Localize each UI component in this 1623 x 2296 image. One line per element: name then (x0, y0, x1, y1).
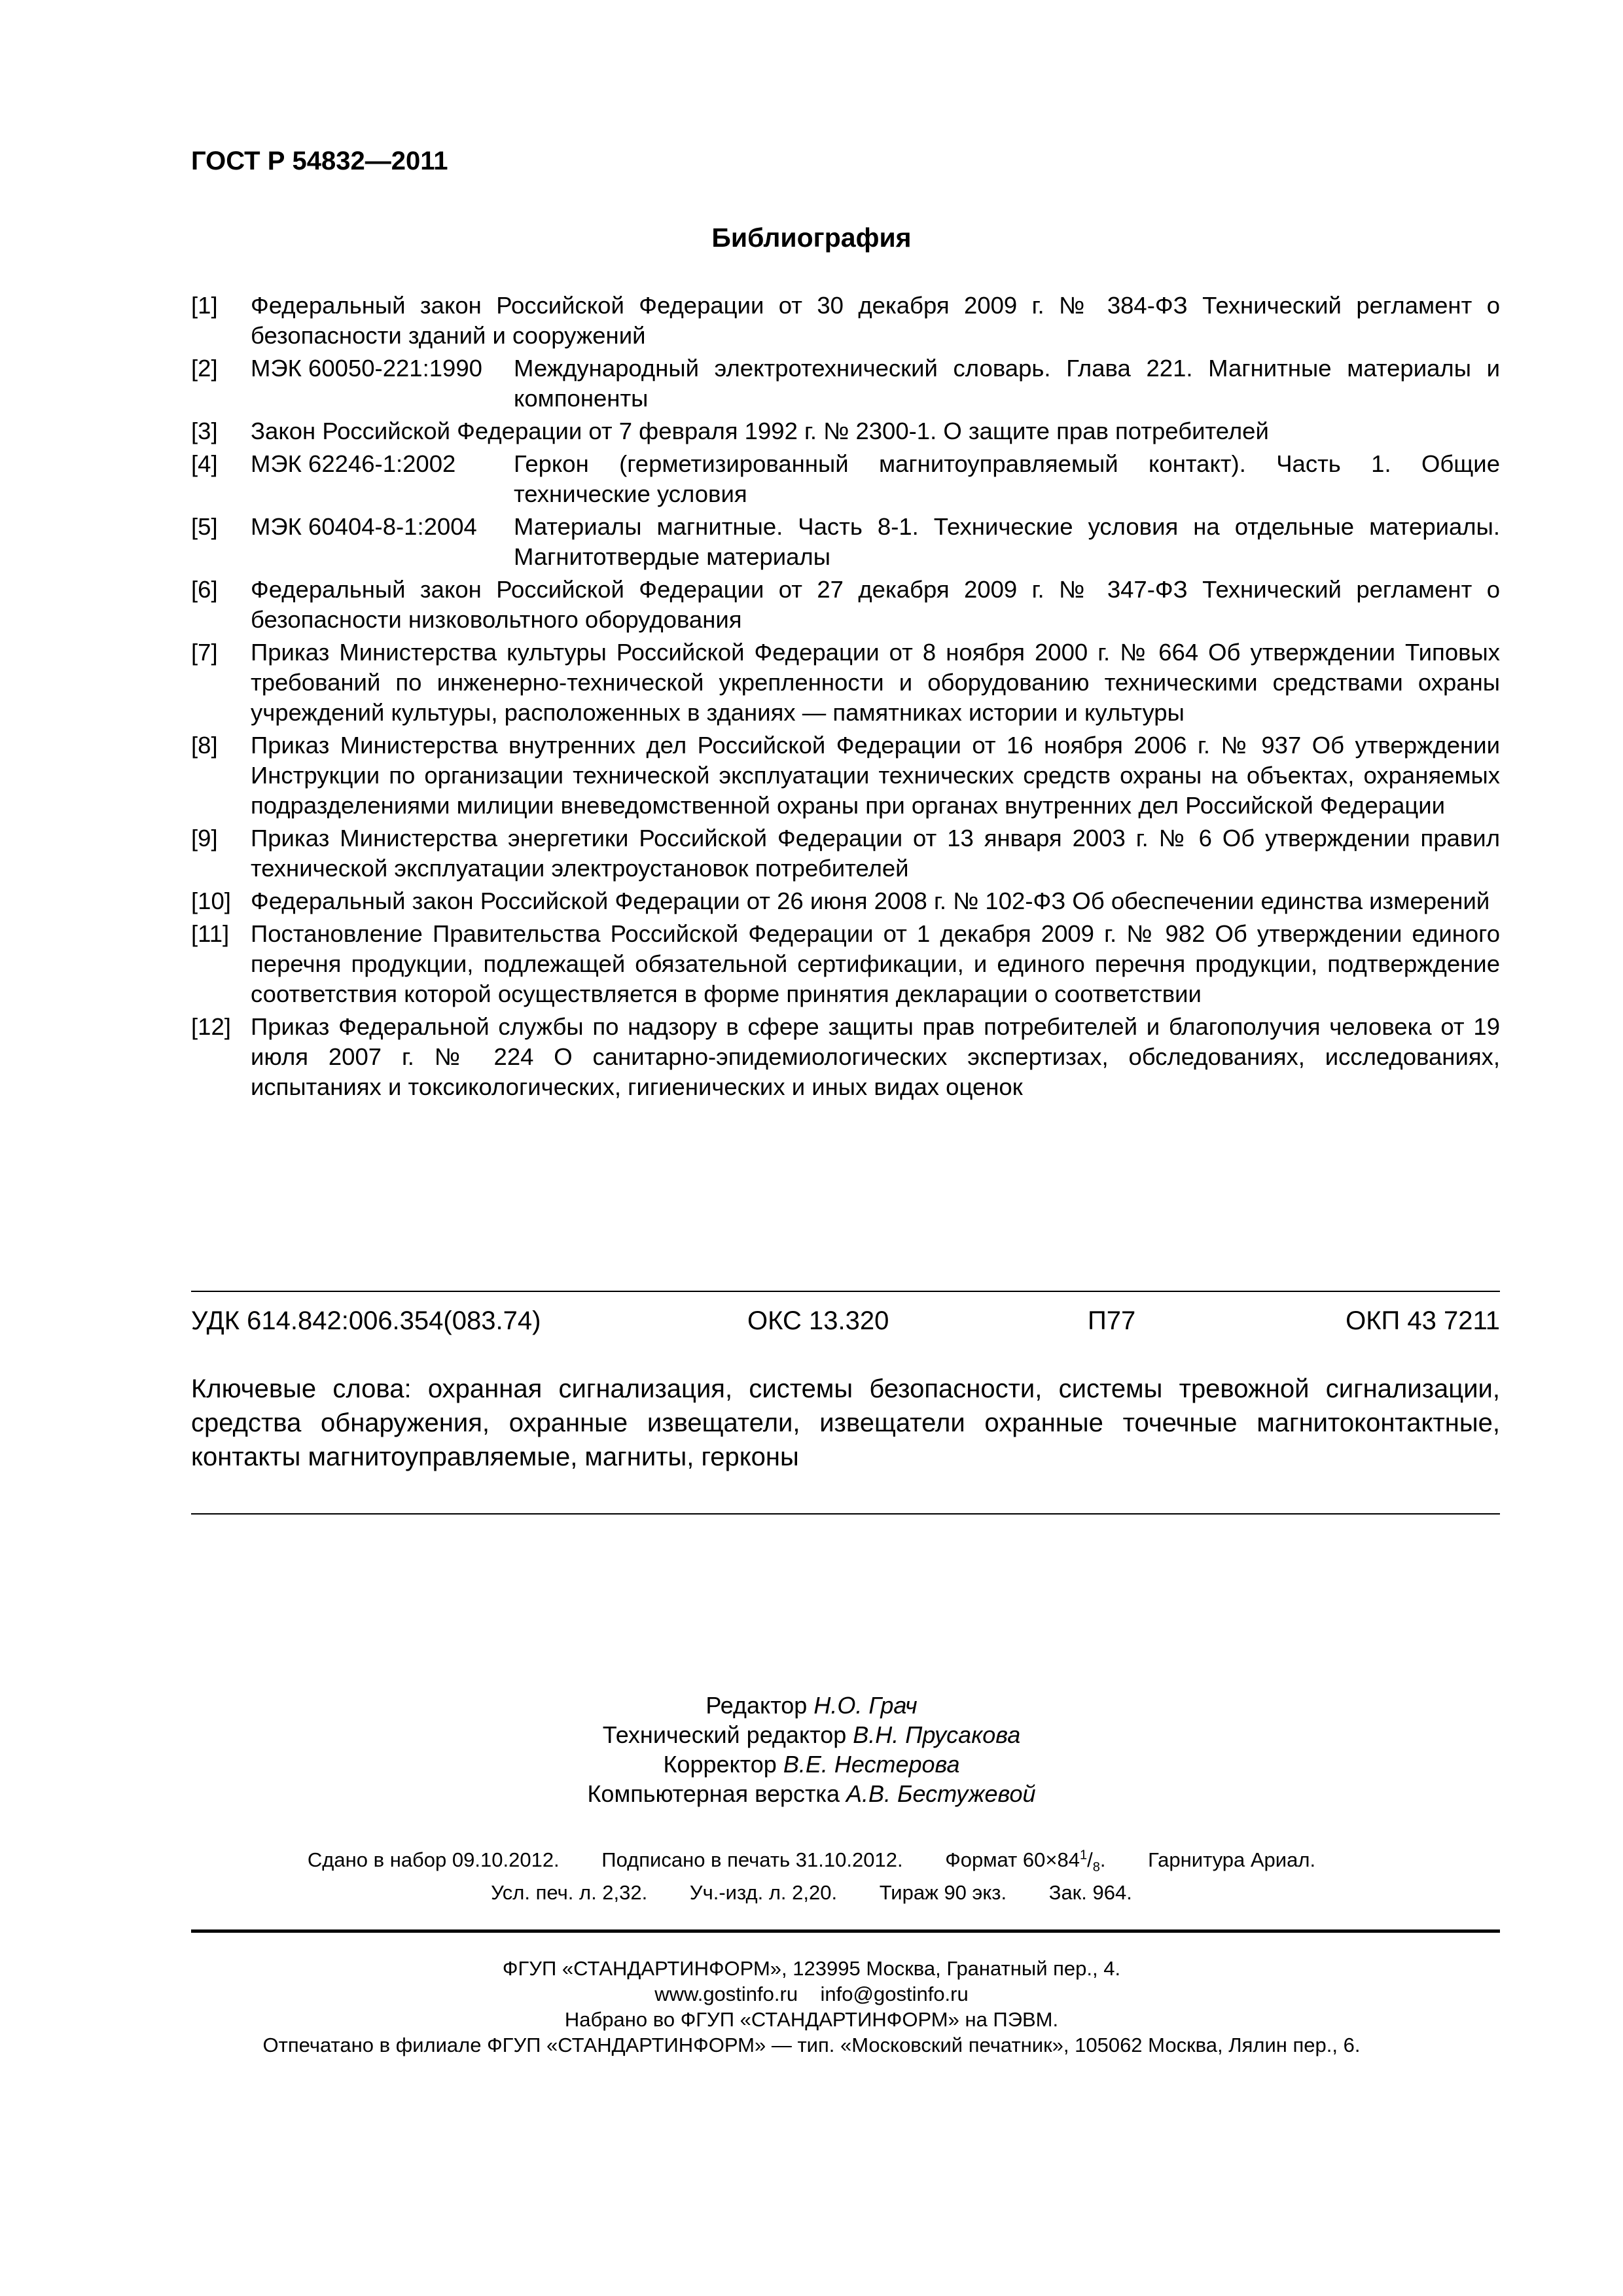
bibliography-item (191, 512, 1500, 572)
format-suffix: . (1099, 1848, 1106, 1872)
bibliography-item-number: [6] (191, 576, 218, 603)
credit-name: В.Е. Нестерова (783, 1751, 960, 1778)
bibliography-title: Библиография (711, 223, 912, 253)
imprint-font: Гарнитура Ариал. (1148, 1848, 1316, 1872)
bibliography-item (191, 416, 1500, 446)
credit-line (0, 1691, 1623, 1720)
bibliography-item-text: Федеральный закон Российской Федерации от 27 декабря 2009 г. № 347-ФЗ Технический регламент о безопасности низковольтного оборудования (251, 576, 1500, 633)
bibliography-item-text: Закон Российской Федерации от 7 февраля 1992 г. № 2300-1. О защите прав потребителей (251, 418, 1269, 444)
bibliography-item-text: Постановление Правительства Российской Федерации от 1 декабря 2009 г. № 982 Об утверждении единого перечня продукции, подлежащей обязательной сертификации, и единого перечня продукции, подтверждение соответствия которой осуществляется в форме принятия декларации о соответствии (251, 920, 1500, 1007)
bibliography-item-text: Федеральный закон Российской Федерации от 30 декабря 2009 г. № 384-ФЗ Технический регламент о безопасности зданий и сооружений (251, 292, 1500, 349)
bibliography-item-text: Приказ Министерства культуры Российской Федерации от 8 ноября 2000 г. № 664 Об утверждении Типовых требований по инженерно-технической укрепленности и оборудованию техническими средствами охраны учреждений культуры, расположенных в зданиях — памятниках истории и культуры (251, 639, 1500, 726)
credit-name: В.Н. Прусакова (853, 1721, 1021, 1748)
bibliography-item (191, 449, 1500, 509)
format-sup: 1 (1080, 1848, 1088, 1863)
bibliography-item-text: Приказ Министерства энергетики Российской Федерации от 13 января 2003 г. № 6 Об утверждении правил технической эксплуатации электроустановок потребителей (251, 825, 1500, 882)
bibliography-item (191, 291, 1500, 351)
bibliography-item-number: [12] (191, 1013, 231, 1040)
keywords: Ключевые слова: охранная сигнализация, системы безопасности, системы тревожной сигнализации, средства обнаружения, охранные извещатели, извещатели охранные точечные магнитоконтактные, контакты магнитоуправляемые, магниты, герконы (191, 1374, 1500, 1471)
publisher-email: info@gostinfo.ru (820, 1982, 969, 2005)
bibliography-item (191, 919, 1500, 1009)
bibliography-item-number: [7] (191, 639, 218, 666)
bibliography-item-text: Международный электротехнический словарь. Глава 221. Магнитные материалы и компоненты (514, 355, 1500, 412)
imprint-signed: Подписано в печать 31.10.2012. (601, 1848, 903, 1872)
publisher-info (0, 1956, 1623, 2058)
classification-codes (191, 1306, 1500, 1339)
udk-code: УДК 614.842:006.354(083.74) (191, 1306, 541, 1335)
bibliography-item-number: [5] (191, 513, 218, 540)
publisher-typeset: Набрано во ФГУП «СТАНДАРТИНФОРМ» на ПЭВМ. (564, 2008, 1059, 2031)
imprint-line-1 (0, 1848, 1623, 1876)
okp-code: ОКП 43 7211 (1346, 1306, 1500, 1335)
format-prefix: Формат 60×84 (945, 1848, 1080, 1872)
credit-name: Н.О. Грач (813, 1692, 918, 1719)
credit-role: Технический редактор (602, 1721, 847, 1748)
imprint-print-sheets: Усл. печ. л. 2,32. (491, 1881, 648, 1904)
bibliography-item (191, 353, 1500, 414)
credit-line (0, 1779, 1623, 1808)
bibliography-item (191, 575, 1500, 635)
bibliography-item (191, 637, 1500, 728)
bibliography-item-text: Приказ Федеральной службы по надзору в сфере защиты прав потребителей и благополучия человека от 19 июля 2007 г. № 224 О санитарно-эпидемиологических экспертизах, обследованиях, исследованиях, испытаниях и токсикологических, гигиенических и иных видах оценок (251, 1013, 1500, 1100)
credit-role: Редактор (705, 1692, 808, 1719)
editorial-credits (0, 1691, 1623, 1808)
bibliography-item (191, 886, 1500, 916)
credit-line (0, 1720, 1623, 1749)
publisher-website: www.gostinfo.ru (654, 1982, 798, 2005)
oks-code: ОКС 13.320 (747, 1306, 889, 1335)
credit-role: Корректор (663, 1751, 777, 1778)
bibliography-item-number: [1] (191, 292, 218, 319)
credit-name: А.В. Бестужевой (846, 1780, 1036, 1807)
bibliography-list (191, 291, 1500, 1105)
publisher-contacts (0, 1981, 1623, 2007)
bibliography-item (191, 730, 1500, 821)
bibliography-item-number: [4] (191, 450, 218, 477)
bibliography-item-number: [9] (191, 825, 218, 852)
publisher-address: ФГУП «СТАНДАРТИНФОРМ», 123995 Москва, Гранатный пер., 4. (502, 1957, 1121, 1980)
imprint-run: Тираж 90 экз. (879, 1881, 1007, 1904)
divider-middle (191, 1513, 1500, 1515)
credit-role: Компьютерная верстка (587, 1780, 840, 1807)
bibliography-item-text: Геркон (герметизированный магнитоуправляемый контакт). Часть 1. Общие технические условия (514, 450, 1500, 507)
bibliography-item (191, 823, 1500, 884)
imprint-sent: Сдано в набор 09.10.2012. (307, 1848, 560, 1872)
credit-line (0, 1749, 1623, 1779)
bibliography-item-number: [11] (191, 920, 230, 947)
bibliography-item-number: [2] (191, 355, 218, 382)
bibliography-item (191, 1012, 1500, 1102)
bibliography-item-text: Материалы магнитные. Часть 8-1. Технические условия на отдельные материалы. Магнитотвердые материалы (514, 513, 1500, 570)
imprint-line-2 (0, 1881, 1623, 1905)
bibliography-item-number: [3] (191, 418, 218, 444)
bibliography-item-number: [10] (191, 888, 231, 914)
bibliography-item-standard: МЭК 60404-8-1:2004 (251, 513, 477, 540)
bibliography-item-standard: МЭК 62246-1:2002 (251, 450, 456, 477)
divider-bottom (191, 1929, 1500, 1933)
p-code: П77 (1088, 1306, 1136, 1335)
imprint-pub-sheets: Уч.-изд. л. 2,20. (689, 1881, 838, 1904)
format-sub: 8 (1092, 1860, 1100, 1875)
imprint-order: Зак. 964. (1048, 1881, 1132, 1904)
document-code: ГОСТ Р 54832—2011 (191, 147, 448, 175)
bibliography-item-standard: МЭК 60050-221:1990 (251, 355, 482, 382)
bibliography-item-text: Федеральный закон Российской Федерации от 26 июня 2008 г. № 102-ФЗ Об обеспечении единства измерений (251, 888, 1490, 914)
publisher-printed: Отпечатано в филиале ФГУП «СТАНДАРТИНФОРМ» — тип. «Московский печатник», 105062 Москва, Лялин пер., 6. (262, 2034, 1361, 2056)
bibliography-item-number: [8] (191, 732, 218, 759)
divider-top (191, 1291, 1500, 1292)
imprint-format: Формат $60\times 84^1/_8$. (945, 1848, 1106, 1875)
bibliography-item-text: Приказ Министерства внутренних дел Российской Федерации от 16 ноября 2006 г. № 937 Об утверждении Инструкции по организации технической эксплуатации технических средств охраны на объектах, охраняемых подразделениями милиции вневедомственной охраны при органах внутренних дел Российской Федерации (251, 732, 1500, 819)
